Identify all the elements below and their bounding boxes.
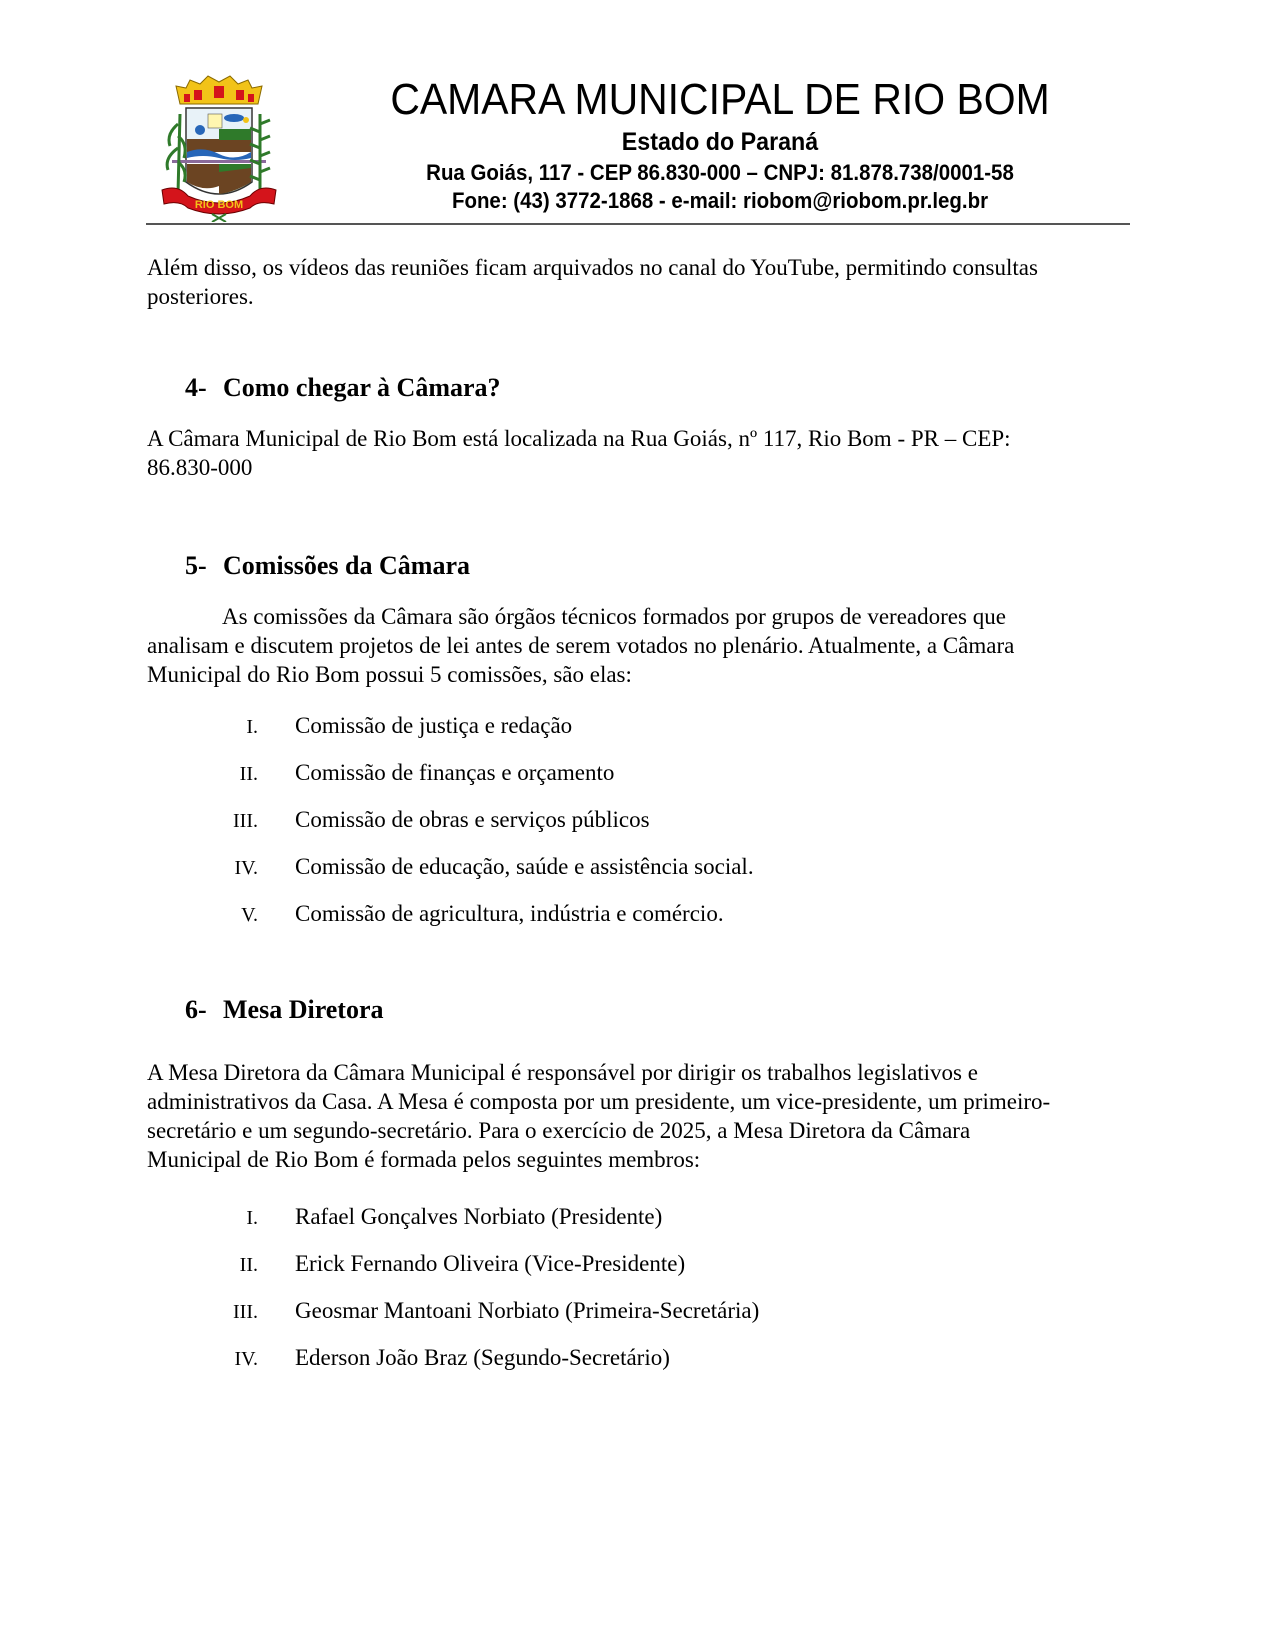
- list-item: [200, 1297, 759, 1326]
- list-text: Comissão de justiça e redação: [295, 713, 573, 738]
- list-numeral: IV.: [234, 1348, 258, 1370]
- svg-text:RIO BOM: RIO BOM: [194, 199, 244, 211]
- list-text: Geosmar Mantoani Norbiato (Primeira-Secretária): [295, 1298, 760, 1323]
- list-item: [200, 759, 614, 788]
- list-numeral: III.: [233, 810, 258, 832]
- list-numeral: II.: [239, 1254, 258, 1276]
- section-title: Como chegar à Câmara?: [223, 373, 501, 402]
- section-4-heading: [185, 373, 501, 403]
- list-numeral: I.: [246, 1207, 258, 1229]
- text-line: A Mesa Diretora da Câmara Municipal é responsável por dirigir os trabalhos legislativos e: [147, 1060, 978, 1085]
- list-text: Ederson João Braz (Segundo-Secretário): [295, 1345, 670, 1370]
- section-5-heading: [185, 551, 470, 581]
- text-line: Municipal de Rio Bom é formada pelos seguintes membros:: [147, 1147, 701, 1172]
- list-item: [200, 900, 724, 929]
- text-line: A Câmara Municipal de Rio Bom está localizada na Rua Goiás, nº 117, Rio Bom - PR – CEP:: [147, 426, 1011, 451]
- list-text: Comissão de agricultura, indústria e comércio.: [295, 901, 724, 926]
- text-line: Municipal do Rio Bom possui 5 comissões, são elas:: [147, 662, 632, 687]
- text-line: As comissões da Câmara são órgãos técnicos formados por grupos de vereadores que: [222, 604, 1006, 629]
- list-text: Comissão de obras e serviços públicos: [295, 807, 650, 832]
- text-line: analisam e discutem projetos de lei antes de serem votados no plenário. Atualmente, a Câmara: [147, 633, 1015, 658]
- list-item: [200, 1344, 670, 1373]
- coat-of-arms-logo: [158, 74, 280, 222]
- list-numeral: V.: [241, 904, 258, 926]
- section-5-paragraph: [147, 602, 1137, 689]
- org-contact: Fone: (43) 3772-1868 - e-mail: riobom@riobom.pr.leg.br: [451, 188, 989, 213]
- text-line: 86.830-000: [147, 455, 253, 480]
- list-item: [200, 712, 572, 741]
- intro-paragraph: [147, 253, 1137, 311]
- list-numeral: I.: [246, 716, 258, 738]
- list-numeral: IV.: [234, 857, 258, 879]
- list-numeral: III.: [233, 1301, 258, 1323]
- section-title: Comissões da Câmara: [223, 551, 470, 580]
- section-6-heading: [185, 995, 384, 1025]
- org-title: CAMARA MUNICIPAL DE RIO BOM: [390, 75, 1050, 124]
- list-text: Comissão de educação, saúde e assistência social.: [295, 854, 754, 879]
- section-6-paragraph: [147, 1058, 1137, 1174]
- list-item: [200, 1203, 662, 1232]
- section-number: 5-: [185, 551, 207, 580]
- text-line: posteriores.: [147, 284, 254, 309]
- list-item: [200, 806, 650, 835]
- section-4-paragraph: [147, 424, 1137, 482]
- list-text: Comissão de finanças e orçamento: [295, 760, 615, 785]
- list-numeral: II.: [239, 763, 258, 785]
- section-number: 4-: [185, 373, 207, 402]
- text-line: Além disso, os vídeos das reuniões ficam arquivados no canal do YouTube, permitindo consultas: [147, 255, 1038, 280]
- org-state: Estado do Paraná: [621, 128, 819, 156]
- text-line: administrativos da Casa. A Mesa é composta por um presidente, um vice-presidente, um primeiro-: [147, 1089, 1051, 1114]
- list-text: Erick Fernando Oliveira (Vice-Presidente): [295, 1251, 686, 1276]
- crown-icon: [176, 76, 262, 104]
- list-text: Rafael Gonçalves Norbiato (Presidente): [295, 1204, 663, 1229]
- org-address: Rua Goiás, 117 - CEP 86.830-000 – CNPJ: 81.878.738/0001-58: [426, 160, 1014, 185]
- list-item: [200, 853, 754, 882]
- text-line: secretário e um segundo-secretário. Para o exercício de 2025, a Mesa Diretora da Câmara: [147, 1118, 971, 1143]
- header-divider: [146, 223, 1130, 225]
- section-number: 6-: [185, 995, 207, 1024]
- section-title: Mesa Diretora: [223, 995, 384, 1024]
- list-item: [200, 1250, 685, 1279]
